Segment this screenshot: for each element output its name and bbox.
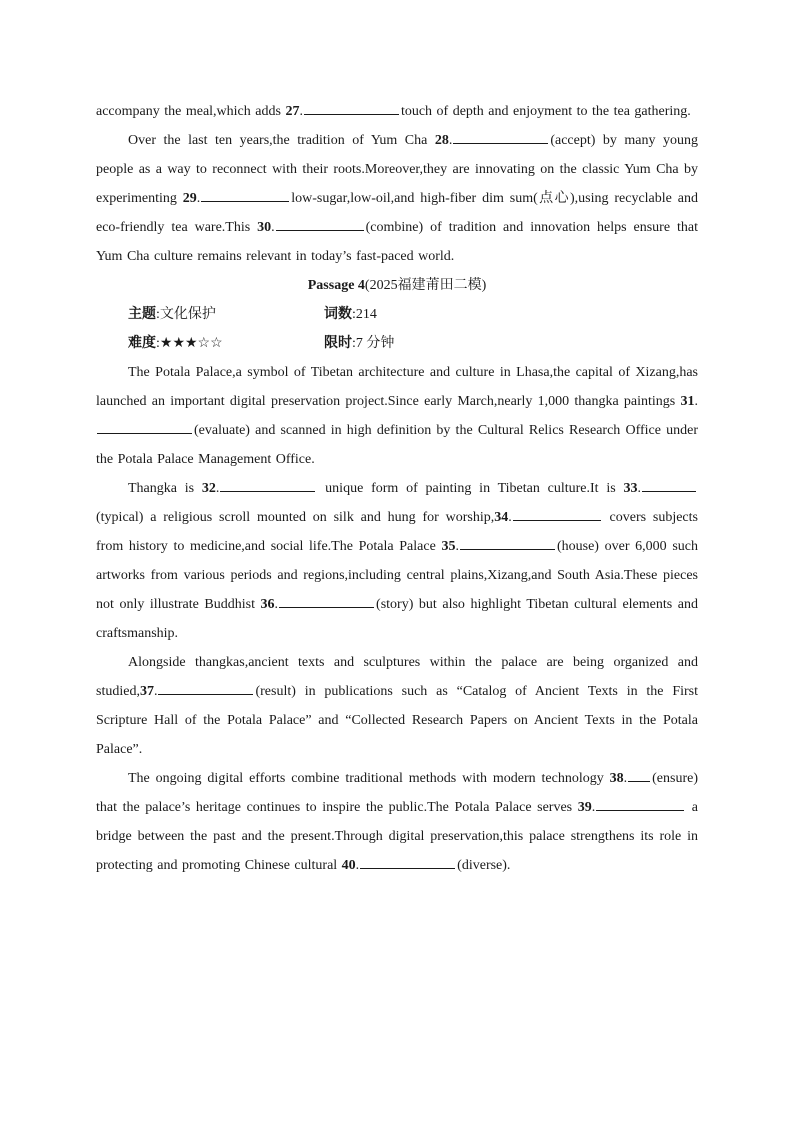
passage-source: (2025福建莆田二模) (364, 278, 487, 293)
question-number-31: 31 (680, 394, 695, 409)
question-number-29: 29 (182, 191, 197, 206)
question-number-28: 28 (434, 133, 449, 148)
text-segment: (typical) a religious scroll mounted on silk and hung for worship, (96, 510, 495, 525)
text-segment: (evaluate) and scanned in high definition by the Cultural Relics Research Office under the Potala Palace Management Office. (96, 423, 698, 467)
text-segment: The Potala Palace,a symbol of Tibetan architecture and culture in Lhasa,the capital of Xizang,has launched an important digital preservation project.Since early March,nearly 1,000 thangka paintings (96, 365, 698, 409)
word-count-info (324, 300, 377, 329)
question-number-33: 33 (623, 481, 638, 496)
answer-blank-40[interactable] (360, 854, 455, 869)
text-segment: . (448, 133, 453, 148)
word-count-label: 词数 (324, 307, 352, 322)
answer-blank-35[interactable] (460, 535, 555, 550)
text-segment: (combine) of tradition and innovation helps ensure that Yum Cha culture remains relevant in today’s fast-paced world. (96, 220, 698, 264)
time-limit-value: :7 分钟 (352, 336, 395, 351)
passage-paragraph-2 (96, 474, 698, 648)
question-number-39: 39 (577, 800, 592, 815)
question-number-34: 34 (494, 510, 509, 525)
answer-blank-33[interactable] (642, 477, 696, 492)
text-segment: . (274, 597, 279, 612)
text-segment: (ensure) that the palace’s heritage continues to inspire the public.The Potala Palace serves (96, 771, 698, 815)
theme-label: 主题 (128, 307, 156, 322)
text-segment: a bridge between the past and the present.Through digital preservation,this palace strengthens its role in protecting and promoting Chinese cultural (96, 800, 698, 873)
text-segment: low-sugar,low-oil,and high-fiber dim sum(点心),using recyclable and eco-friendly tea ware.This (96, 191, 698, 235)
answer-blank-39[interactable] (596, 796, 684, 811)
text-segment: . (299, 104, 303, 119)
answer-blank-37[interactable] (158, 680, 253, 695)
passage-meta-row-1 (96, 300, 698, 329)
answer-blank-28[interactable] (453, 129, 548, 144)
text-segment: . (623, 771, 628, 786)
text-segment: . (196, 191, 201, 206)
page-content (96, 97, 698, 880)
continuation-paragraph (96, 97, 698, 126)
answer-blank-31[interactable] (97, 419, 192, 434)
question-number-35: 35 (441, 539, 456, 554)
text-segment: . (215, 481, 220, 496)
text-segment: . (153, 684, 158, 699)
text-segment: unique form of painting in Tibetan culture.It is (317, 481, 624, 496)
text-segment: The ongoing digital efforts combine traditional methods with modern technology (128, 771, 610, 786)
answer-blank-27[interactable] (304, 100, 399, 115)
text-segment: (accept) by many young people as a way to reconnect with their roots.Moreover,they are innovating on the classic Yum Cha by experimenting (96, 133, 698, 206)
theme-info (128, 300, 324, 329)
text-segment: accompany the meal,which adds (96, 104, 286, 119)
passage-meta-row-2 (96, 329, 698, 358)
passage-paragraph-4 (96, 764, 698, 880)
text-segment: . (637, 481, 641, 496)
passage-paragraph-3 (96, 648, 698, 764)
theme-value: :文化保护 (156, 307, 216, 322)
answer-blank-32[interactable] (220, 477, 315, 492)
text-segment: Over the last ten years,the tradition of Yum Cha (128, 133, 435, 148)
question-number-38: 38 (609, 771, 624, 786)
answer-blank-36[interactable] (279, 593, 374, 608)
text-segment: . (355, 858, 360, 873)
question-number-30: 30 (257, 220, 272, 235)
difficulty-label: 难度 (128, 336, 156, 351)
question-number-37: 37 (139, 684, 154, 699)
text-segment: touch of depth and enjoyment to the tea gathering. (400, 104, 691, 119)
answer-blank-29[interactable] (201, 187, 289, 202)
question-number-27: 27 (285, 104, 300, 119)
passage-paragraph-1 (96, 358, 698, 474)
text-segment: . (455, 539, 459, 554)
text-segment: (house) over 6,000 such artworks from various periods and regions,including central plains,Xizang,and South Asia.These pieces not only illustrate Buddhist (96, 539, 698, 612)
text-segment: . (271, 220, 275, 235)
yumcha-paragraph (96, 126, 698, 271)
difficulty-value: :★★★☆☆ (156, 336, 223, 351)
time-limit-label: 限时 (324, 336, 352, 351)
text-segment: covers subjects from history to medicine,and social life.The Potala Palace (96, 510, 698, 554)
answer-blank-34[interactable] (513, 506, 601, 521)
question-number-40: 40 (341, 858, 356, 873)
time-limit-info (324, 329, 394, 358)
passage-title-text: Passage 4 (307, 278, 365, 293)
answer-blank-30[interactable] (276, 216, 364, 231)
text-segment: Alongside thangkas,ancient texts and sculptures within the palace are being organized and studied, (96, 655, 698, 699)
answer-blank-38[interactable] (628, 767, 650, 782)
passage-title (96, 271, 698, 300)
difficulty-info (128, 329, 324, 358)
question-number-32: 32 (201, 481, 216, 496)
text-segment: . (508, 510, 512, 525)
question-number-36: 36 (260, 597, 275, 612)
text-segment: Thangka is (128, 481, 202, 496)
word-count-value: :214 (352, 307, 377, 322)
text-segment: . (591, 800, 596, 815)
text-segment: (result) in publications such as “Catalog of Ancient Texts in the First Scripture Hall of the Potala Palace” and “Collected Research Papers on Ancient Texts in the Potala Palace”. (96, 684, 698, 757)
text-segment: . (694, 394, 698, 409)
text-segment: (story) but also highlight Tibetan cultural elements and craftsmanship. (96, 597, 698, 641)
text-segment: (diverse). (457, 858, 511, 873)
